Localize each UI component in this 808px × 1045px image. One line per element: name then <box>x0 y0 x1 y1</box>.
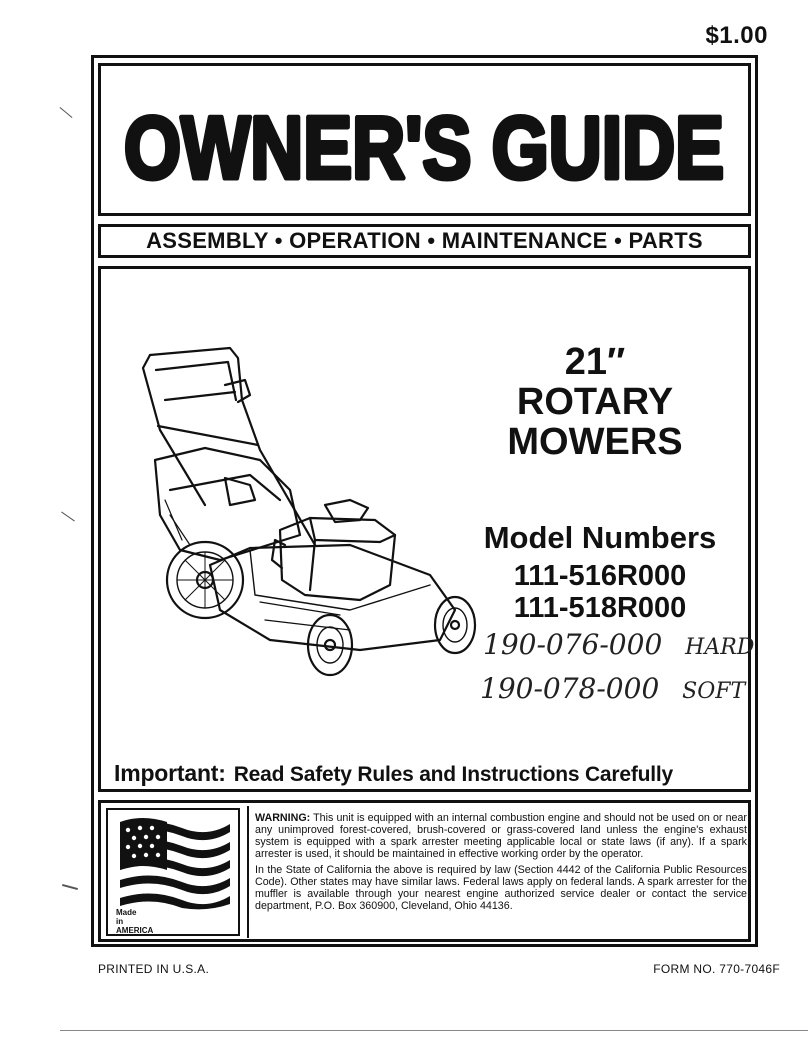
made-in-america-label <box>116 908 153 935</box>
in-label: in <box>116 917 124 926</box>
warning-body-1: This unit is equipped with an internal combustion engine and should not be used on or near any unimproved forest-covered, brush-covered or grass-covered land unless the engine's exhaust system is equipped with a spark arrester meeting applicable local or state laws (if any). If a spark arrester is used, it should be maintained in effective working order by the operator. <box>255 812 747 860</box>
subtitle: ASSEMBLY • OPERATION • MAINTENANCE • PARTS <box>146 228 703 253</box>
price: $1.00 <box>705 22 768 49</box>
scan-mark <box>60 107 73 118</box>
handwritten-hard: HARD <box>685 635 755 660</box>
grass-bag <box>155 448 300 560</box>
american-flag-icon <box>112 816 234 912</box>
front-wheel-right <box>435 597 475 653</box>
important-text: Read Safety Rules and Instructions Carefully <box>233 763 674 786</box>
warning-divider <box>247 806 249 938</box>
handwritten-note-1 <box>483 628 754 661</box>
handwritten-part-1: 190-076-000 <box>483 628 663 661</box>
title-logo <box>98 70 751 210</box>
printed-in-label: PRINTED IN U.S.A. <box>98 962 210 976</box>
made-label: Made <box>116 908 137 917</box>
model-numbers-label: Model Numbers <box>483 520 717 555</box>
warning-paragraph-1 <box>255 812 747 860</box>
form-number: FORM NO. 770-7046F <box>653 962 780 976</box>
important-notice <box>114 760 754 787</box>
important-prefix: Important: <box>114 760 226 786</box>
model-number-1: 111-516R000 <box>513 560 687 592</box>
engine <box>280 518 395 600</box>
model-number-2: 111-518R000 <box>513 592 687 624</box>
warning-label: WARNING: <box>255 812 311 824</box>
heading-rotary: ROTARY <box>516 381 674 423</box>
scan-mark <box>61 512 75 522</box>
warning-text <box>255 812 747 916</box>
lawn-mower-illustration <box>110 340 490 680</box>
scan-mark <box>62 884 78 890</box>
handwritten-note-2 <box>480 672 745 705</box>
mower-handle-right <box>150 348 315 545</box>
title-svg <box>98 70 751 210</box>
handwritten-part-2: 190-078-000 <box>480 672 660 705</box>
america-label: AMERICA <box>116 926 154 935</box>
page-title: OWNER'S GUIDE <box>124 98 724 197</box>
heading-size: 21″ <box>564 341 626 383</box>
page-bottom-rule <box>60 1030 808 1031</box>
warning-paragraph-2: In the State of California the above is required by law (Section 4442 of the California Public Resources Code). Other states may have similar laws. Federal laws apply on federal lands. A spark arrester for the muffler is available through your nearest engine authorized service dealer or contact the service department, P.O. Box 360900, Cleveland, Ohio 44136. <box>255 864 747 912</box>
heading-mowers: MOWERS <box>507 421 683 463</box>
handwritten-soft: SOFT <box>682 679 746 704</box>
